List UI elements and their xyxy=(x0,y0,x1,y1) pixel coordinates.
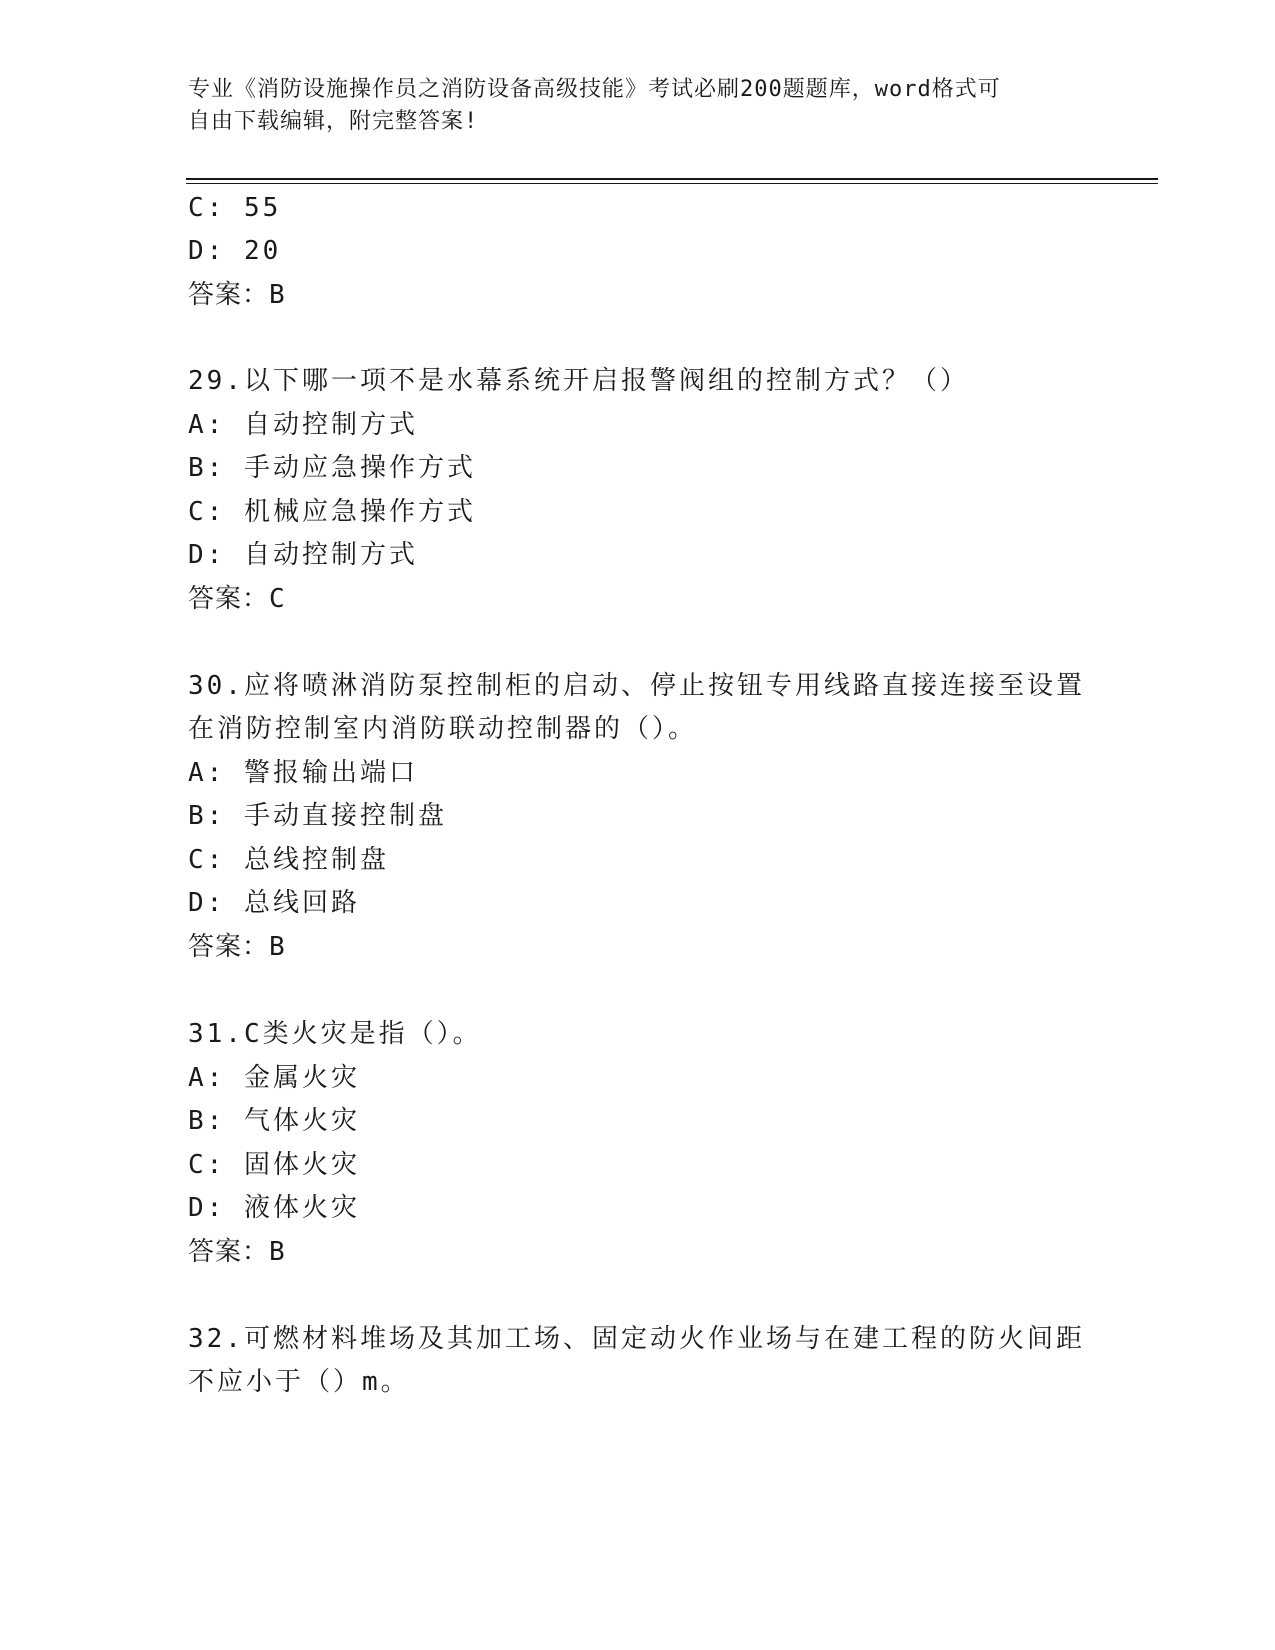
q30-option-b: B: 手动直接控制盘 xyxy=(188,801,447,831)
q31-option-b: B: 气体火灾 xyxy=(188,1106,360,1136)
header-line-1: 专业《消防设施操作员之消防设备高级技能》考试必刷200题题库，word格式可 xyxy=(188,77,1001,102)
q31-option-c: C: 固体火灾 xyxy=(188,1150,360,1180)
q29-stem: 29.以下哪一项不是水幕系统开启报警阀组的控制方式？（） xyxy=(188,366,969,396)
q29-answer: 答案：C xyxy=(188,584,286,614)
header-divider-thin xyxy=(186,183,1158,184)
document-header xyxy=(188,74,1088,138)
q30-answer: 答案：B xyxy=(188,932,286,962)
q30-stem-line-2: 在消防控制室内消防联动控制器的（）。 xyxy=(188,714,698,744)
q29-option-d: D: 自动控制方式 xyxy=(188,540,418,570)
q32-stem-line-2: 不应小于（）m。 xyxy=(188,1367,410,1397)
q31-answer: 答案：B xyxy=(188,1237,286,1267)
prev-option-d: D: 20 xyxy=(188,236,282,266)
prev-answer: 答案：B xyxy=(188,280,286,310)
q30-option-a: A: 警报输出端口 xyxy=(188,758,418,788)
q29-option-c: C: 机械应急操作方式 xyxy=(188,497,476,527)
q31-option-d: D: 液体火灾 xyxy=(188,1193,360,1223)
q30-stem-line-1: 30.应将喷淋消防泵控制柜的启动、停止按钮专用线路直接连接至设置 xyxy=(188,671,1085,701)
q29-option-b: B: 手动应急操作方式 xyxy=(188,453,476,483)
header-line-2: 自由下载编辑，附完整答案! xyxy=(188,109,479,134)
header-divider-thick xyxy=(186,178,1158,180)
q31-stem: 31.C类火灾是指（）。 xyxy=(188,1019,482,1049)
q29-option-a: A: 自动控制方式 xyxy=(188,410,418,440)
q32-stem-line-1: 32.可燃材料堆场及其加工场、固定动火作业场与在建工程的防火间距 xyxy=(188,1324,1085,1354)
prev-option-c: C: 55 xyxy=(188,193,282,223)
q30-option-c: C: 总线控制盘 xyxy=(188,845,389,875)
q31-option-a: A: 金属火灾 xyxy=(188,1063,360,1093)
q30-option-d: D: 总线回路 xyxy=(188,888,360,918)
